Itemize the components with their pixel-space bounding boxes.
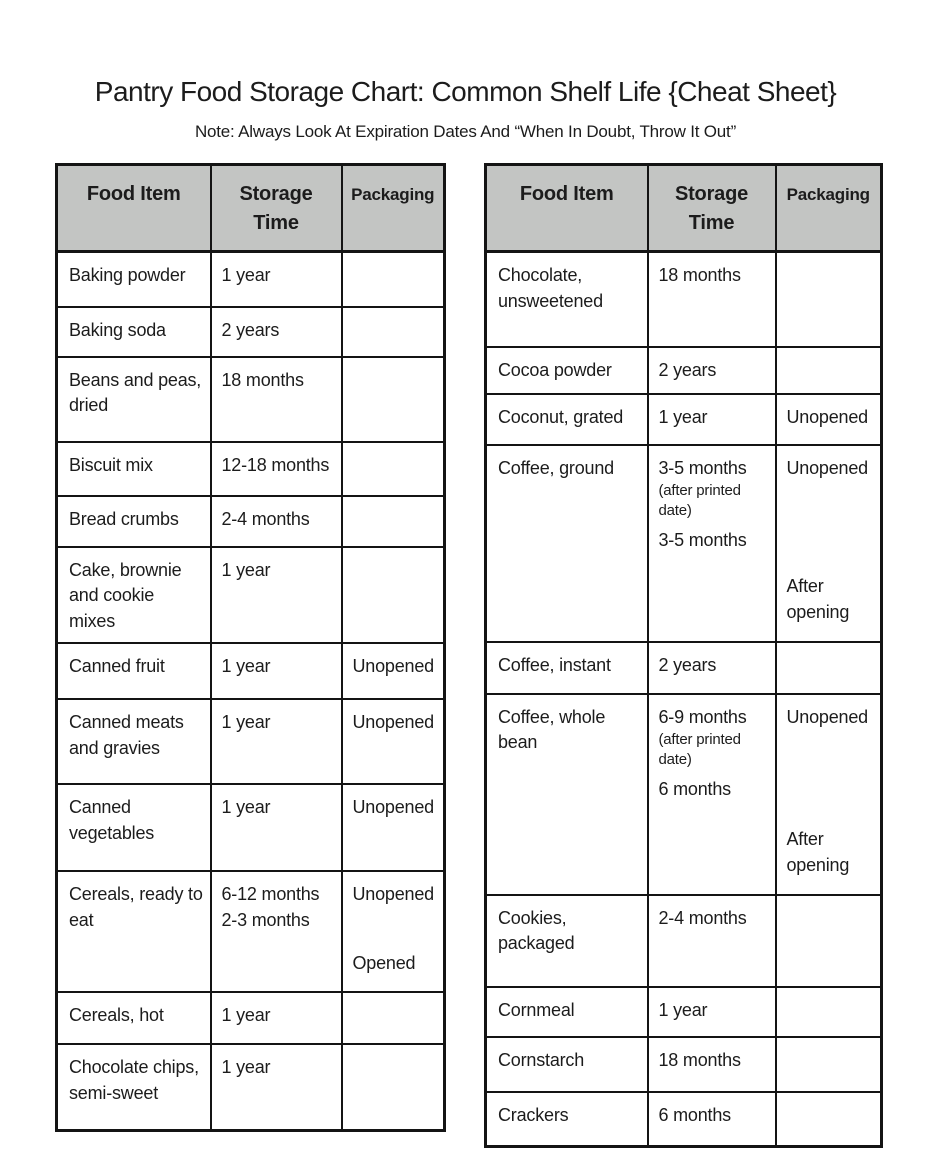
storage-time-cell: 6-12 months 2-3 months	[211, 871, 342, 992]
food-item-cell: Coffee, whole bean	[486, 694, 648, 895]
food-row	[486, 394, 882, 445]
packaging-label: Unopened	[352, 797, 434, 818]
packaging-cell	[776, 642, 882, 694]
header-storage-time: Storage Time	[211, 165, 342, 252]
storage-time-cell: 1 year	[211, 547, 342, 644]
packaging-label: Unopened	[352, 656, 434, 677]
packaging-label: After opening	[786, 576, 850, 622]
food-item-cell: Cereals, hot	[57, 992, 211, 1044]
storage-time-cell: 3-5 months (after printed date) 3-5 months	[648, 445, 776, 642]
packaging-cell	[342, 1044, 445, 1130]
storage-time-cell: 6 months	[648, 1092, 776, 1147]
packaging-label: Unopened	[786, 406, 868, 427]
food-item-cell: Coffee, ground	[486, 445, 648, 642]
packaging-label: Unopened	[352, 712, 434, 733]
packaging-cell	[342, 252, 445, 307]
storage-time-cell: 1 year	[211, 1044, 342, 1130]
storage-time-cell: 2 years	[211, 307, 342, 357]
food-row	[57, 1044, 445, 1130]
food-item-cell: Chocolate, unsweetened	[486, 252, 648, 347]
storage-time-cell: 2 years	[648, 642, 776, 694]
food-item-cell: Coffee, instant	[486, 642, 648, 694]
header-row	[486, 165, 882, 252]
packaging-cell	[342, 307, 445, 357]
food-row	[57, 307, 445, 357]
right-food-table	[484, 163, 883, 1148]
food-row	[486, 445, 882, 642]
right-table-body	[486, 252, 882, 1147]
food-item-cell: Beans and peas, dried	[57, 357, 211, 442]
food-row	[486, 694, 882, 895]
packaging-cell	[342, 547, 445, 644]
storage-time-cell: 2 years	[648, 347, 776, 394]
food-row	[57, 784, 445, 871]
header-packaging: Packaging	[776, 165, 882, 252]
packaging-cell	[342, 871, 445, 992]
packaging-label: After opening	[786, 829, 850, 875]
storage-time-cell: 12-18 months	[211, 442, 342, 496]
food-item-cell: Canned vegetables	[57, 784, 211, 871]
packaging-cell	[342, 357, 445, 442]
food-row	[486, 252, 882, 347]
storage-time-cell: 1 year	[211, 992, 342, 1044]
storage-time-cell: 1 year	[648, 987, 776, 1037]
packaging-label: Unopened	[786, 457, 868, 478]
food-row	[57, 252, 445, 307]
packaging-cell	[776, 694, 882, 895]
food-row	[57, 496, 445, 547]
food-row	[57, 547, 445, 644]
storage-time-cell: 1 year	[648, 394, 776, 445]
storage-time-cell: 6-9 months (after printed date) 6 months	[648, 694, 776, 895]
packaging-cell	[776, 895, 882, 987]
food-item-cell: Cake, brownie and cookie mixes	[57, 547, 211, 644]
food-item-cell: Cocoa powder	[486, 347, 648, 394]
food-row	[486, 895, 882, 987]
storage-time-cell: 2-4 months	[648, 895, 776, 987]
header-storage-time: Storage Time	[648, 165, 776, 252]
storage-time-cell: 1 year	[211, 699, 342, 784]
page-subtitle: Note: Always Look At Expiration Dates And “When In Doubt, Throw It Out”	[194, 122, 737, 141]
storage-time-cell: 2-4 months	[211, 496, 342, 547]
food-row	[57, 357, 445, 442]
food-row	[57, 699, 445, 784]
packaging-cell	[342, 784, 445, 871]
food-item-cell: Baking powder	[57, 252, 211, 307]
food-item-cell: Canned meats and gravies	[57, 699, 211, 784]
packaging-cell	[342, 992, 445, 1044]
storage-time-cell: 1 year	[211, 784, 342, 871]
packaging-cell	[342, 442, 445, 496]
food-row	[57, 442, 445, 496]
food-row	[486, 642, 882, 694]
packaging-cell	[776, 445, 882, 642]
left-table-body	[57, 252, 445, 1131]
packaging-cell	[776, 1092, 882, 1147]
storage-time-cell: 18 months	[648, 252, 776, 347]
food-item-cell: Canned fruit	[57, 643, 211, 699]
storage-time-cell: 18 months	[648, 1037, 776, 1092]
food-row	[57, 992, 445, 1044]
food-row	[57, 643, 445, 699]
packaging-cell	[342, 699, 445, 784]
food-row	[57, 871, 445, 992]
food-row	[486, 1092, 882, 1147]
packaging-cell	[776, 987, 882, 1037]
packaging-cell	[342, 496, 445, 547]
food-row	[486, 1037, 882, 1092]
food-row	[486, 987, 882, 1037]
food-item-cell: Biscuit mix	[57, 442, 211, 496]
storage-time-cell: 18 months	[211, 357, 342, 442]
food-row	[486, 347, 882, 394]
food-item-cell: Cornmeal	[486, 987, 648, 1037]
packaging-label: Unopened	[786, 706, 868, 727]
food-item-cell: Coconut, grated	[486, 394, 648, 445]
packaging-label: Opened	[352, 952, 416, 973]
header-row	[57, 165, 445, 252]
header-food-item: Food Item	[486, 165, 648, 252]
packaging-cell	[342, 643, 445, 699]
packaging-label: Unopened	[352, 884, 434, 905]
left-food-table	[55, 163, 446, 1132]
food-item-cell: Cookies, packaged	[486, 895, 648, 987]
food-item-cell: Chocolate chips, semi-sweet	[57, 1044, 211, 1130]
header-packaging: Packaging	[342, 165, 445, 252]
page-title: Pantry Food Storage Chart: Common Shelf Life {Cheat Sheet}	[94, 76, 837, 107]
storage-time-cell: 1 year	[211, 643, 342, 699]
food-item-cell: Bread crumbs	[57, 496, 211, 547]
food-item-cell: Crackers	[486, 1092, 648, 1147]
storage-time-cell: 1 year	[211, 252, 342, 307]
packaging-cell	[776, 1037, 882, 1092]
header-food-item: Food Item	[57, 165, 211, 252]
food-item-cell: Baking soda	[57, 307, 211, 357]
food-item-cell: Cereals, ready to eat	[57, 871, 211, 992]
packaging-cell	[776, 394, 882, 445]
packaging-cell	[776, 347, 882, 394]
food-item-cell: Cornstarch	[486, 1037, 648, 1092]
packaging-cell	[776, 252, 882, 347]
